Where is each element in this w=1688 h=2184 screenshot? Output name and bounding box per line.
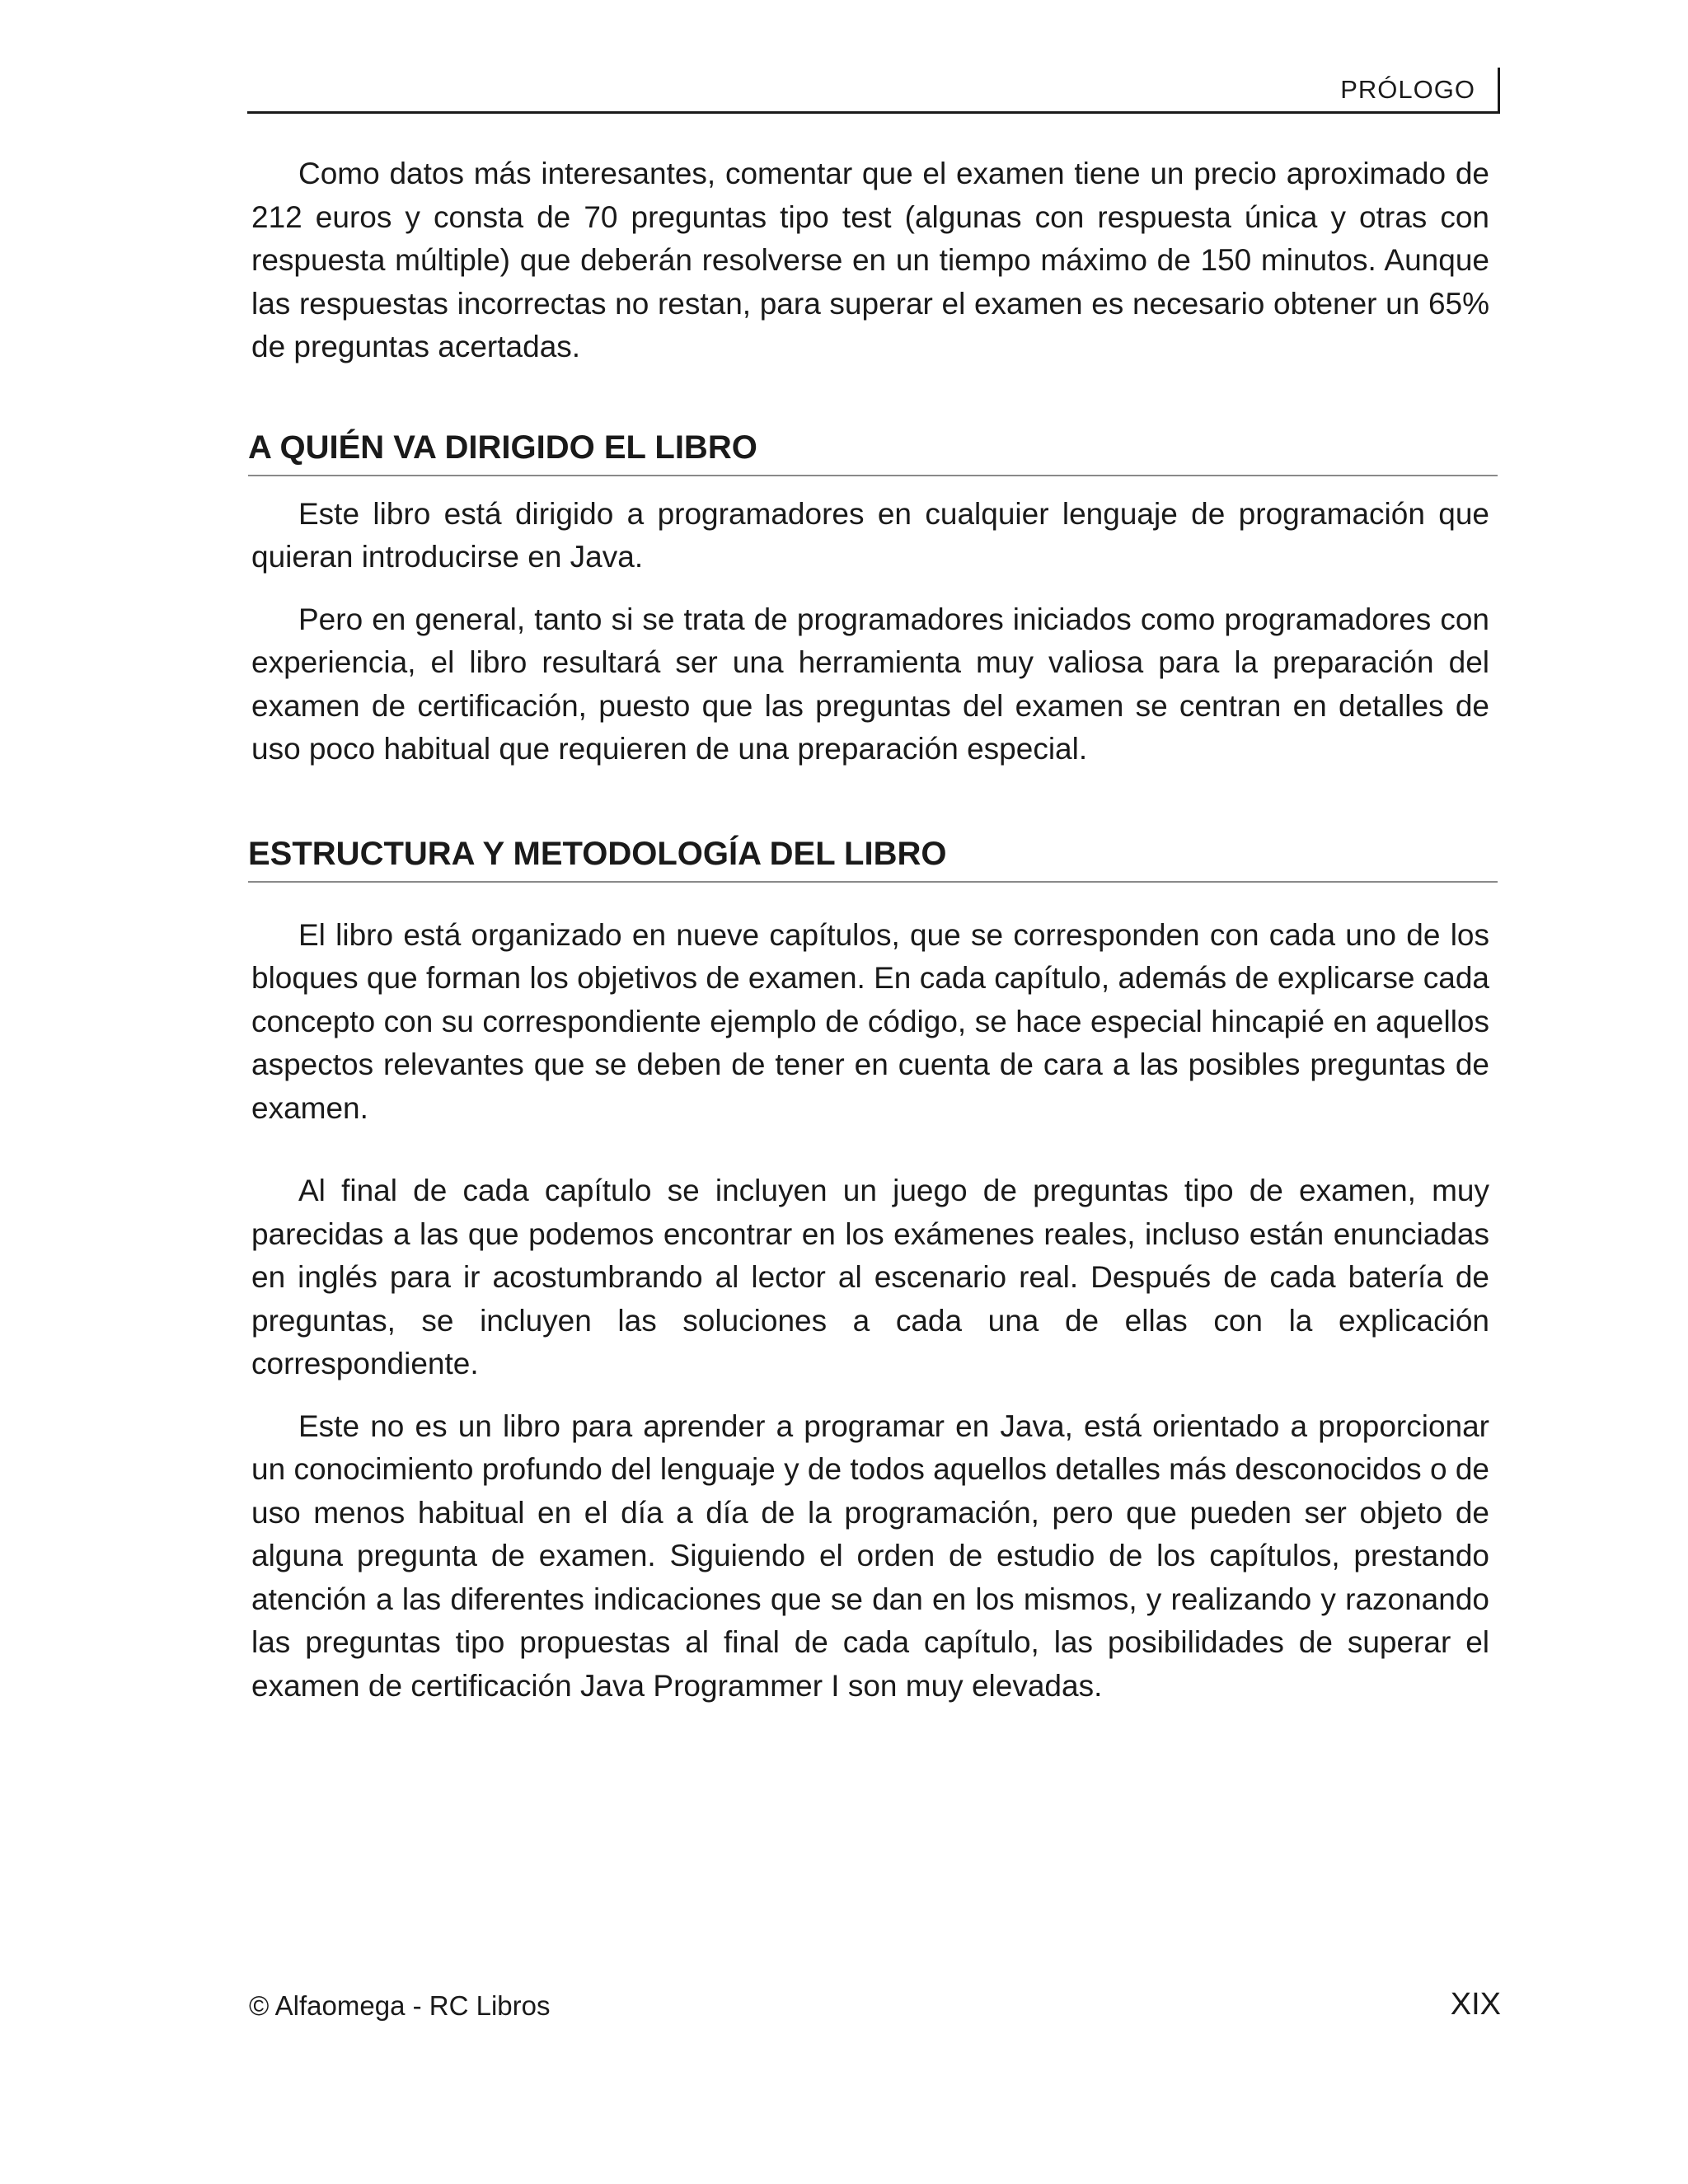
structure-paragraph-3: Este no es un libro para aprender a programar en Java, está orientado a proporcionar un conocimiento profundo del lenguaje y de todos aquellos detalles más desconocidos o de uso menos habitual en el día a día de la programación, pero que pueden ser objeto de alguna pregunta de examen. Siguiendo el orden de estudio de los capítulos, prestando atención a las diferentes indicaciones que se dan en los mismos, y realizando y razonando las preguntas tipo propuestas al final de cada capítulo, las posibilidades de superar el examen de certificación Java Programmer I son muy elevadas. — [251, 1408, 1489, 1703]
spacer — [251, 1386, 1489, 1405]
section-heading-audience: A QUIÉN VA DIRIGIDO EL LIBRO — [248, 429, 1498, 476]
spacer — [251, 579, 1489, 598]
running-header-rule-tick — [1498, 68, 1500, 114]
intro-paragraph: Como datos más interesantes, comentar que el examen tiene un precio aproximado de 212 euros y consta de 70 preguntas tipo test (algunas con respuesta única y otras con respuesta múltiple) que deberán resolverse en un tiempo máximo de 150 minutos. Aunque las respuestas incorrectas no restan, para superar el examen es necesario obtener un 65% de preguntas acertadas. — [251, 157, 1489, 363]
spacer — [251, 1130, 1489, 1169]
spacer — [251, 771, 1489, 836]
running-header-title: PRÓLOGO — [1340, 75, 1475, 104]
running-header — [247, 68, 1500, 114]
page-content — [248, 152, 1489, 1708]
structure-paragraph-2: Al final de cada capítulo se incluyen un juego de preguntas tipo de examen, muy parecidas a las que podemos encontrar en los exámenes reales, incluso están enunciadas en inglés para ir acostumbrando al lector al escenario real. Después de cada batería de preguntas, se incluyen las soluciones a cada una de ellas con la explicación correspondiente. — [251, 1174, 1489, 1380]
footer-publisher: © Alfaomega - RC Libros — [249, 1990, 551, 2021]
section-heading-structure: ESTRUCTURA Y METODOLOGÍA DEL LIBRO — [248, 836, 1498, 883]
structure-paragraph-1: El libro está organizado en nueve capítulos, que se corresponden con cada uno de los bloques que forman los objetivos de examen. En cada capítulo, además de explicarse cada concepto con su correspondiente ejemplo de código, se hace especial hincapié en aquellos aspectos relevantes que se deben de tener en cuenta de cara a las posibles preguntas de examen. — [251, 917, 1489, 1125]
footer-page-number: XIX — [1450, 1987, 1501, 2022]
audience-paragraph-1: Este libro está dirigido a programadores en cualquier lenguaje de programación que quieran introducirse en Java. — [251, 496, 1489, 574]
audience-paragraph-2: Pero en general, tanto si se trata de programadores iniciados como programadores con experiencia, el libro resultará ser una herramienta muy valiosa para la preparación del examen de certificación, puesto que las preguntas del examen se centran en detalles de uso poco habitual que requieren de una preparación especial. — [251, 602, 1489, 766]
spacer — [251, 369, 1489, 429]
spacer — [251, 883, 1489, 914]
spacer — [251, 476, 1489, 493]
